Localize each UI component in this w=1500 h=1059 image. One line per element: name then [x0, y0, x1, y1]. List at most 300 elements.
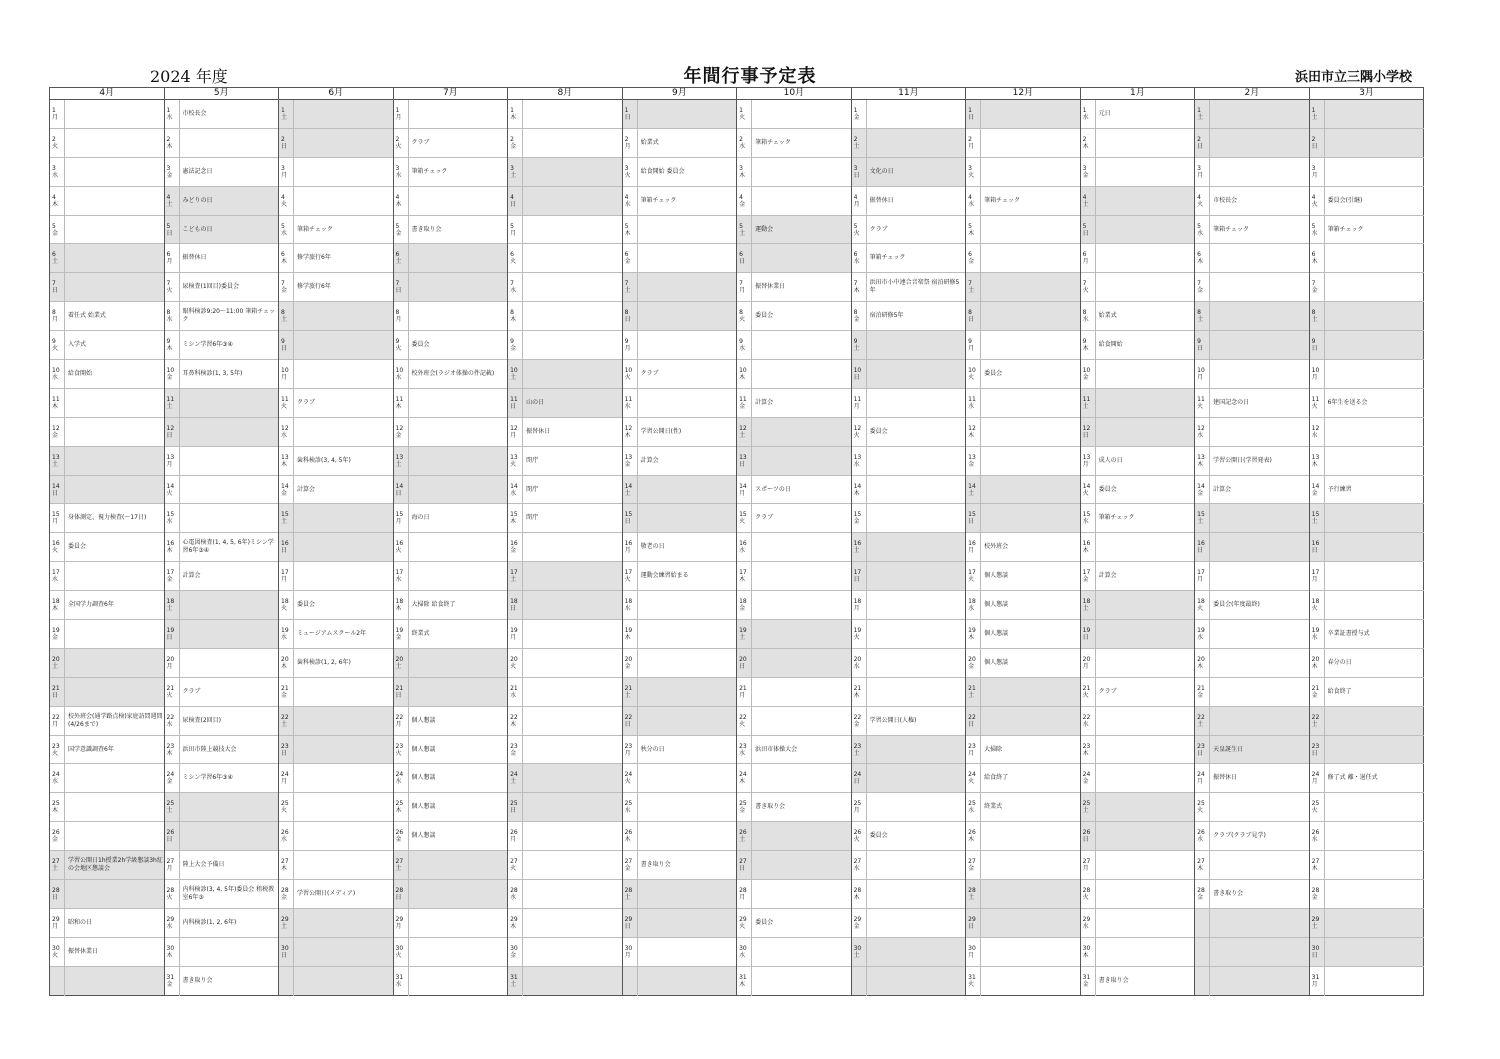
- weekday-char: 土: [52, 460, 59, 468]
- weekday-char: 木: [739, 778, 746, 786]
- day-number: 1: [1082, 106, 1087, 114]
- day-cell: [622, 706, 637, 735]
- event-cell: [65, 100, 165, 129]
- day-cell: [1309, 562, 1324, 591]
- day-cell: [164, 591, 179, 620]
- event-cell: [1324, 908, 1424, 937]
- event-text: 委員会(引継): [1327, 196, 1363, 204]
- day-cell: [1080, 100, 1095, 129]
- event-text: 国学意識調査6年: [68, 745, 114, 753]
- event-cell: [637, 620, 737, 649]
- event-text: 書き取り会: [411, 225, 442, 233]
- weekday-char: 土: [1197, 113, 1204, 121]
- event-cell: [866, 735, 966, 764]
- day-number: 21: [739, 684, 747, 692]
- day-number: 8: [739, 309, 743, 317]
- event-cell: [408, 533, 508, 562]
- event-cell: [179, 273, 279, 302]
- weekday-char: 土: [281, 922, 288, 930]
- day-number: 15: [1197, 511, 1205, 519]
- day-number: 21: [1082, 684, 1091, 692]
- event-text: 大掃除: [984, 745, 1003, 753]
- weekday-char: 土: [968, 287, 975, 295]
- day-cell: [508, 648, 523, 677]
- event-cell: [866, 851, 966, 880]
- day-number: 24: [739, 771, 747, 779]
- event-text: クラブ: [182, 687, 201, 695]
- day-cell: [737, 504, 752, 533]
- event-cell: [1210, 562, 1310, 591]
- event-cell: [1210, 388, 1310, 417]
- event-text: 個人懇談: [411, 745, 436, 753]
- day-number: 23: [1197, 742, 1205, 750]
- weekday-char: 金: [1311, 489, 1318, 497]
- day-number: 11: [1082, 395, 1091, 403]
- day-number: 8: [1082, 309, 1087, 317]
- weekday-char: 土: [510, 980, 517, 988]
- event-cell: [65, 273, 165, 302]
- event-cell: [294, 475, 394, 504]
- event-text: 閉庁: [526, 456, 539, 464]
- day-number: 10: [1082, 366, 1091, 374]
- day-number: 17: [853, 569, 862, 577]
- event-text: 計算会: [1098, 572, 1117, 580]
- weekday-char: 土: [395, 662, 402, 670]
- event-cell: [637, 937, 737, 966]
- weekday-char: 金: [624, 258, 631, 266]
- weekday-char: 月: [624, 749, 631, 757]
- weekday-char: 日: [166, 633, 173, 641]
- day-cell: [50, 735, 65, 764]
- day-cell: [50, 562, 65, 591]
- weekday-char: 日: [1082, 431, 1089, 439]
- weekday-char: 水: [395, 171, 402, 179]
- day-number: 21: [968, 684, 976, 692]
- day-number: 18: [1197, 598, 1205, 606]
- day-cell: [508, 533, 523, 562]
- day-number: 31: [739, 973, 747, 981]
- weekday-char: 火: [968, 373, 975, 381]
- day-number: 24: [968, 771, 976, 779]
- day-number: 30: [52, 944, 60, 952]
- weekday-char: 金: [739, 807, 746, 815]
- day-cell: [164, 620, 179, 649]
- event-cell: [408, 302, 508, 331]
- day-number: 5: [281, 222, 285, 230]
- day-cell: [737, 735, 752, 764]
- weekday-char: 金: [624, 662, 631, 670]
- day-cell: [164, 273, 179, 302]
- day-cell: [851, 793, 866, 822]
- day-cell: [508, 215, 523, 244]
- weekday-char: 日: [739, 662, 746, 670]
- day-number: 2: [853, 135, 858, 143]
- event-cell: [1324, 966, 1424, 995]
- weekday-char: 土: [52, 258, 59, 266]
- day-cell: [851, 880, 866, 909]
- day-number: 24: [166, 771, 175, 779]
- day-cell: [393, 128, 408, 157]
- event-text: 筆箱チェック: [1213, 225, 1249, 233]
- day-cell: [508, 735, 523, 764]
- day-number: 27: [853, 858, 862, 866]
- event-text: クラブ(クラブ見学): [1213, 832, 1266, 840]
- event-text: 個人懇談: [411, 774, 436, 782]
- day-number: 29: [624, 915, 633, 923]
- event-text: 委員会: [297, 601, 316, 609]
- day-cell: [851, 417, 866, 446]
- event-cell: [866, 302, 966, 331]
- day-number: 18: [510, 598, 518, 606]
- event-cell: [1324, 764, 1424, 793]
- day-row: [50, 735, 1424, 764]
- weekday-char: 月: [853, 402, 860, 410]
- day-number: 25: [52, 800, 60, 808]
- weekday-char: 木: [52, 200, 59, 208]
- day-cell: [622, 937, 637, 966]
- event-cell: [408, 591, 508, 620]
- day-number: 29: [395, 915, 404, 923]
- event-cell: [981, 157, 1081, 186]
- weekday-char: 金: [510, 142, 517, 150]
- event-cell: [981, 186, 1081, 215]
- day-number: 15: [1082, 511, 1091, 519]
- weekday-char: 土: [968, 691, 975, 699]
- day-cell: [279, 562, 294, 591]
- day-number: 16: [281, 540, 289, 548]
- day-cell: [737, 937, 752, 966]
- day-cell: [279, 360, 294, 389]
- event-cell: [65, 215, 165, 244]
- event-cell: [637, 677, 737, 706]
- day-cell: [851, 215, 866, 244]
- event-text: 委員会: [755, 918, 774, 926]
- event-cell: [637, 880, 737, 909]
- day-number: 10: [1311, 366, 1320, 374]
- weekday-char: 水: [166, 922, 173, 930]
- weekday-char: 木: [281, 460, 288, 468]
- weekday-char: 木: [1311, 865, 1318, 873]
- event-cell: [1210, 215, 1310, 244]
- day-cell: [279, 475, 294, 504]
- day-number: 5: [739, 222, 743, 230]
- day-cell: [1309, 360, 1324, 389]
- day-cell: [393, 504, 408, 533]
- day-cell: [1195, 331, 1210, 360]
- event-cell: [65, 937, 165, 966]
- event-cell: [294, 851, 394, 880]
- day-number: 15: [1311, 511, 1320, 519]
- event-text: クラブ: [755, 514, 774, 522]
- event-text: 閉庁: [526, 485, 539, 493]
- day-number: 11: [166, 395, 175, 403]
- event-text: 元日: [1098, 109, 1111, 117]
- event-cell: [408, 128, 508, 157]
- month-header: 2月: [1195, 88, 1310, 100]
- day-cell: [966, 851, 981, 880]
- day-cell: [737, 966, 752, 995]
- day-cell: [50, 273, 65, 302]
- day-number: 1: [510, 106, 514, 114]
- day-number: 16: [166, 540, 175, 548]
- weekday-char: 木: [166, 951, 173, 959]
- event-cell: [866, 562, 966, 591]
- event-cell: [1095, 128, 1195, 157]
- weekday-char: 金: [166, 778, 173, 786]
- day-cell: [622, 677, 637, 706]
- day-number: 13: [1197, 453, 1205, 461]
- event-cell: [866, 273, 966, 302]
- event-text: 山の日: [526, 398, 545, 406]
- day-number: 12: [510, 424, 518, 432]
- weekday-char: 土: [281, 113, 288, 121]
- weekday-char: 月: [281, 576, 288, 584]
- weekday-char: 土: [395, 460, 402, 468]
- day-number: 27: [739, 858, 747, 866]
- weekday-char: 土: [1082, 807, 1089, 815]
- weekday-char: 木: [1311, 258, 1318, 266]
- day-cell: [622, 533, 637, 562]
- day-number: 14: [853, 482, 862, 490]
- weekday-char: 金: [1311, 287, 1318, 295]
- day-number: 24: [1197, 771, 1205, 779]
- day-cell: [50, 880, 65, 909]
- weekday-char: 月: [52, 316, 59, 324]
- day-number: 7: [510, 280, 514, 288]
- day-number: 17: [1311, 569, 1320, 577]
- day-cell: [50, 504, 65, 533]
- weekday-char: 金: [52, 431, 59, 439]
- day-row: [50, 851, 1424, 880]
- day-number: 4: [395, 193, 400, 201]
- weekday-char: 金: [853, 113, 860, 121]
- event-cell: [866, 417, 966, 446]
- weekday-char: 水: [853, 258, 860, 266]
- event-cell: [1210, 648, 1310, 677]
- day-cell: [622, 273, 637, 302]
- event-cell: [866, 186, 966, 215]
- day-number: 9: [968, 338, 972, 346]
- event-text: 書き取り会: [755, 803, 786, 811]
- event-cell: [981, 562, 1081, 591]
- event-cell: [523, 648, 623, 677]
- weekday-char: 月: [624, 547, 631, 555]
- event-cell: [65, 764, 165, 793]
- event-cell: [179, 215, 279, 244]
- weekday-char: 水: [1082, 113, 1089, 121]
- weekday-char: 金: [281, 691, 288, 699]
- day-cell: [50, 851, 65, 880]
- weekday-char: 土: [510, 373, 517, 381]
- day-number: 30: [510, 944, 518, 952]
- weekday-char: 日: [395, 893, 402, 901]
- day-number: 14: [1082, 482, 1091, 490]
- weekday-char: 木: [395, 605, 402, 613]
- weekday-char: 日: [624, 518, 631, 526]
- weekday-char: 月: [1082, 258, 1089, 266]
- weekday-char: 金: [166, 980, 173, 988]
- weekday-char: 火: [853, 633, 860, 641]
- empty-event-cell: [65, 966, 165, 995]
- day-number: 10: [395, 366, 404, 374]
- event-cell: [1324, 591, 1424, 620]
- event-cell: [866, 446, 966, 475]
- event-cell: [1095, 735, 1195, 764]
- weekday-char: 木: [624, 431, 631, 439]
- day-number: 1: [739, 106, 743, 114]
- event-text: 宿泊研修5年: [869, 312, 904, 320]
- day-number: 20: [395, 655, 404, 663]
- weekday-char: 木: [281, 258, 288, 266]
- weekday-char: 火: [739, 518, 746, 526]
- day-number: 8: [166, 309, 171, 317]
- day-number: 15: [52, 511, 60, 519]
- day-number: 27: [281, 858, 289, 866]
- weekday-char: 水: [739, 345, 746, 353]
- event-cell: [981, 966, 1081, 995]
- event-cell: [408, 648, 508, 677]
- month-header-row: [50, 88, 1424, 100]
- event-cell: [408, 504, 508, 533]
- day-cell: [1309, 128, 1324, 157]
- day-cell: [966, 937, 981, 966]
- weekday-char: 火: [1311, 807, 1318, 815]
- day-number: 17: [968, 569, 976, 577]
- day-cell: [737, 417, 752, 446]
- weekday-char: 火: [739, 113, 746, 121]
- weekday-char: 火: [395, 547, 402, 555]
- day-cell: [279, 504, 294, 533]
- day-number: 21: [1311, 684, 1320, 692]
- event-cell: [408, 273, 508, 302]
- event-text: ミュージアムスクール2年: [297, 629, 367, 637]
- event-cell: [981, 446, 1081, 475]
- day-number: 4: [739, 193, 743, 201]
- event-cell: [179, 908, 279, 937]
- weekday-char: 土: [1311, 113, 1318, 121]
- event-cell: [752, 128, 852, 157]
- weekday-char: 日: [624, 113, 631, 121]
- day-cell: [622, 504, 637, 533]
- empty-day-cell: [1195, 937, 1210, 966]
- event-cell: [294, 215, 394, 244]
- day-row: [50, 591, 1424, 620]
- day-number: 26: [395, 829, 404, 837]
- weekday-char: 金: [281, 287, 288, 295]
- event-text: 身体測定、視力検査(～17日): [68, 514, 147, 522]
- weekday-char: 日: [395, 489, 402, 497]
- day-number: 29: [853, 915, 862, 923]
- day-cell: [966, 648, 981, 677]
- day-cell: [1309, 446, 1324, 475]
- event-cell: [1095, 302, 1195, 331]
- day-cell: [851, 244, 866, 273]
- weekday-char: 日: [853, 778, 860, 786]
- day-cell: [279, 706, 294, 735]
- event-cell: [637, 302, 737, 331]
- day-number: 12: [52, 424, 60, 432]
- day-number: 13: [853, 453, 862, 461]
- day-number: 18: [1311, 598, 1320, 606]
- day-cell: [1309, 244, 1324, 273]
- event-cell: [637, 273, 737, 302]
- day-cell: [1080, 562, 1095, 591]
- day-cell: [737, 706, 752, 735]
- weekday-char: 土: [166, 807, 173, 815]
- event-cell: [179, 100, 279, 129]
- weekday-char: 日: [166, 836, 173, 844]
- day-cell: [1080, 475, 1095, 504]
- event-cell: [179, 822, 279, 851]
- weekday-char: 水: [624, 605, 631, 613]
- day-number: 25: [739, 800, 747, 808]
- day-number: 14: [166, 482, 175, 490]
- school-name: 浜田市立三隅小学校: [1294, 70, 1412, 85]
- day-number: 3: [52, 164, 56, 172]
- day-number: 19: [166, 626, 175, 634]
- weekday-char: 月: [1082, 865, 1089, 873]
- event-cell: [1324, 562, 1424, 591]
- event-text: 委員会(年度最終): [1213, 601, 1260, 609]
- day-cell: [50, 822, 65, 851]
- event-cell: [752, 157, 852, 186]
- day-cell: [164, 937, 179, 966]
- event-cell: [408, 620, 508, 649]
- day-number: 9: [52, 338, 56, 346]
- weekday-char: 日: [395, 287, 402, 295]
- day-cell: [1195, 677, 1210, 706]
- day-cell: [50, 475, 65, 504]
- event-text: 浜田市小中連合音楽祭 宿泊研修5年: [869, 279, 960, 295]
- event-cell: [65, 302, 165, 331]
- day-cell: [966, 735, 981, 764]
- day-cell: [279, 215, 294, 244]
- event-cell: [294, 533, 394, 562]
- day-cell: [508, 677, 523, 706]
- day-cell: [164, 186, 179, 215]
- event-cell: [1095, 793, 1195, 822]
- event-cell: [179, 128, 279, 157]
- weekday-char: 月: [1197, 778, 1204, 786]
- event-cell: [65, 533, 165, 562]
- day-number: 6: [853, 251, 858, 259]
- event-text: 筆箱チェック: [755, 138, 791, 146]
- weekday-char: 木: [281, 865, 288, 873]
- day-cell: [1080, 937, 1095, 966]
- day-cell: [279, 822, 294, 851]
- event-cell: [981, 215, 1081, 244]
- day-cell: [622, 793, 637, 822]
- event-cell: [65, 735, 165, 764]
- event-cell: [408, 880, 508, 909]
- day-cell: [1309, 591, 1324, 620]
- day-cell: [50, 793, 65, 822]
- empty-event-cell: [637, 966, 737, 995]
- day-cell: [508, 504, 523, 533]
- event-cell: [1095, 880, 1195, 909]
- day-cell: [393, 331, 408, 360]
- day-row: [50, 273, 1424, 302]
- event-text: 着任式 始業式: [68, 312, 106, 320]
- event-cell: [1324, 128, 1424, 157]
- day-cell: [966, 446, 981, 475]
- weekday-char: 日: [968, 720, 975, 728]
- day-cell: [164, 706, 179, 735]
- day-cell: [966, 677, 981, 706]
- weekday-char: 水: [395, 980, 402, 988]
- event-cell: [637, 793, 737, 822]
- event-cell: [1324, 475, 1424, 504]
